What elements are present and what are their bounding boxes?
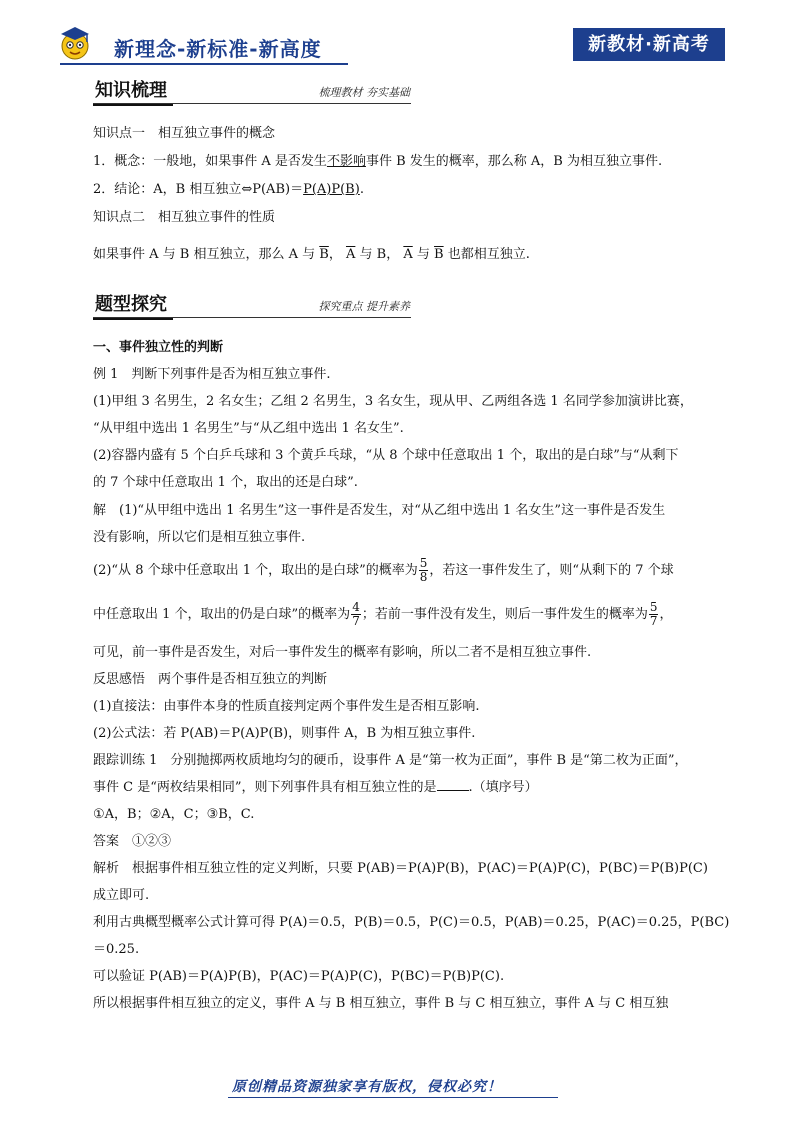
calculation-line-2: ＝0.25. [93, 942, 140, 957]
text-run: ，若这一事件发生了，则“从剩下的 7 个球 [429, 563, 674, 578]
knowledge-point-2-property [93, 246, 703, 264]
text-run: 如果事件 A 与 B 相互独立，那么 A 与 [93, 247, 316, 262]
complement-symbol: $\overline{A}$ [403, 247, 413, 262]
complement-symbol: $\overline{B}$ [434, 247, 444, 262]
example-1-part-1-line-1: (1)甲组 3 名男生，2 名女生；乙组 2 名男生，3 名女生，现从甲、乙两组各选 1 名同学参加演讲比赛， [93, 394, 693, 409]
example-1-prompt: 例 1 判断下列事件是否为相互独立事件. [93, 367, 331, 382]
section-divider [93, 317, 411, 318]
section-divider [93, 103, 411, 104]
complement-symbol: $\overline{B}$ [319, 247, 329, 262]
calculation-line-1: 利用古典概型概率公式计算可得 P(A)＝0.5，P(B)＝0.5，P(C)＝0.5，P(AB)＝0.25，P(AC)＝0.25，P(BC) [93, 915, 730, 930]
section-title: 题型探究 [93, 290, 173, 320]
mascot-logo-icon [55, 22, 95, 62]
answer-blank [437, 790, 469, 791]
solution-line-1: 解 (1)“从甲组中选出 1 名男生”这一事件是否发生，对“从乙组中选出 1 名女生”这一事件是否发生 [93, 503, 666, 518]
section-title: 知识梳理 [93, 76, 173, 106]
solution-line-2: 没有影响，所以它们是相互独立事件. [93, 530, 306, 545]
solution-part-2-line-3: 可见，前一事件是否发生，对后一事件发生的概率有影响，所以二者不是相互独立事件. [93, 645, 592, 660]
text-run: ；若前一事件没有发生，则后一事件发生的概率为 [361, 607, 648, 622]
fill-in-answer: 不影响 [326, 154, 366, 169]
example-1-part-1-line-2: “从甲组中选出 1 名男生”与“从乙组中选出 1 名女生”. [93, 421, 404, 436]
numerator: 4 [352, 600, 360, 614]
text-run: . [359, 182, 364, 197]
reflection-title: 反思感悟 两个事件是否相互独立的判断 [93, 672, 328, 687]
denominator: 7 [649, 614, 658, 628]
knowledge-point-1-definition [93, 153, 703, 171]
text-run: 与 B， [359, 247, 400, 262]
numerator: 5 [419, 556, 428, 570]
knowledge-point-2-title: 知识点二 相互独立事件的性质 [93, 210, 276, 225]
text-run: 也都相互独立. [447, 247, 530, 262]
header-slogan: 新理念-新标准-新高度 [114, 37, 322, 61]
copyright-notice: 原创精品资源独家享有版权，侵权必究！ [232, 1079, 502, 1095]
answer-line: 答案 ①②③ [93, 834, 172, 849]
text-run: 事件 B 发生的概率，那么称 A，B 为相互独立事件. [365, 154, 663, 169]
text-run: (2)“从 8 个球中任意取出 1 个，取出的是白球”的概率为 [93, 563, 418, 578]
reflection-direct-method: (1)直接法：由事件本身的性质直接判定两个事件发生是否相互影响. [93, 699, 480, 714]
knowledge-point-1-title: 知识点一 相互独立事件的概念 [93, 126, 276, 141]
solution-part-2-line-1 [93, 557, 703, 585]
denominator: 7 [352, 614, 360, 628]
numerator: 5 [649, 600, 658, 614]
text-run: 与 [416, 247, 430, 262]
text-run: 中任意取出 1 个，取出的仍是白球”的概率为 [93, 607, 351, 622]
text-run: 1．概念：一般地，如果事件 A 是否发生 [93, 154, 327, 169]
section-heading-question-types [93, 290, 418, 320]
verification-line: 可以验证 P(AB)＝P(A)P(B)，P(AC)＝P(A)P(C)，P(BC)＝P(B)P(C). [93, 969, 505, 984]
section-motto: 梳理教材 夯实基础 [318, 86, 410, 99]
section-motto: 探究重点 提升素养 [318, 300, 410, 313]
denominator: 8 [419, 570, 428, 584]
page-header [0, 0, 793, 70]
practice-1-line-1: 跟踪训练 1 分别抛掷两枚质地均匀的硬币，设事件 A 是“第一枚为正面”，事件 B 是“第二枚为正面”， [93, 753, 688, 768]
conclusion-line: 所以根据事件相互独立的定义，事件 A 与 B 相互独立，事件 B 与 C 相互独立，事件 A 与 C 相互独 [93, 996, 669, 1011]
knowledge-point-1-conclusion [93, 181, 703, 199]
text-run: .（填序号） [468, 780, 538, 795]
text-run: 事件 C 是“两枚结果相同”，则下列事件具有相互独立性的是 [93, 780, 437, 795]
fill-in-answer: P(A)P(B) [303, 182, 360, 197]
practice-1-line-2 [93, 779, 703, 797]
example-1-part-2-line-2: 的 7 个球中任意取出 1 个，取出的还是白球”. [93, 475, 358, 490]
analysis-line-2: 成立即可. [93, 888, 150, 903]
reflection-formula-method: (2)公式法：若 P(AB)＝P(A)P(B)，则事件 A，B 为相互独立事件. [93, 726, 476, 741]
complement-symbol: $\overline{A}$ [345, 247, 356, 262]
fraction [351, 601, 361, 628]
practice-1-options: ①A，B；②A，C；③B，C. [93, 807, 255, 822]
fraction [419, 557, 429, 584]
analysis-line-1: 解析 根据事件相互独立性的定义判断，只要 P(AB)＝P(A)P(B)，P(AC)＝P(A)P(C)，P(BC)＝P(B)P(C) [93, 861, 708, 876]
footer-divider [228, 1097, 558, 1098]
header-divider [60, 63, 348, 65]
text-run: 2．结论：A，B 相互独立⇔P(AB)＝ [93, 182, 304, 197]
header-badge: 新教材·新高考 [573, 28, 725, 61]
page-footer [0, 1072, 793, 1102]
type-1-title: 一、事件独立性的判断 [93, 340, 224, 355]
example-1-part-2-line-1: (2)容器内盛有 5 个白乒乓球和 3 个黄乒乓球，“从 8 个球中任意取出 1 个，取出的是白球”与“从剩下 [93, 448, 679, 463]
section-heading-knowledge [93, 76, 418, 106]
text-run: ， [328, 247, 342, 262]
text-run: ， [659, 607, 673, 622]
solution-part-2-line-2 [93, 601, 703, 629]
fraction [649, 601, 659, 628]
